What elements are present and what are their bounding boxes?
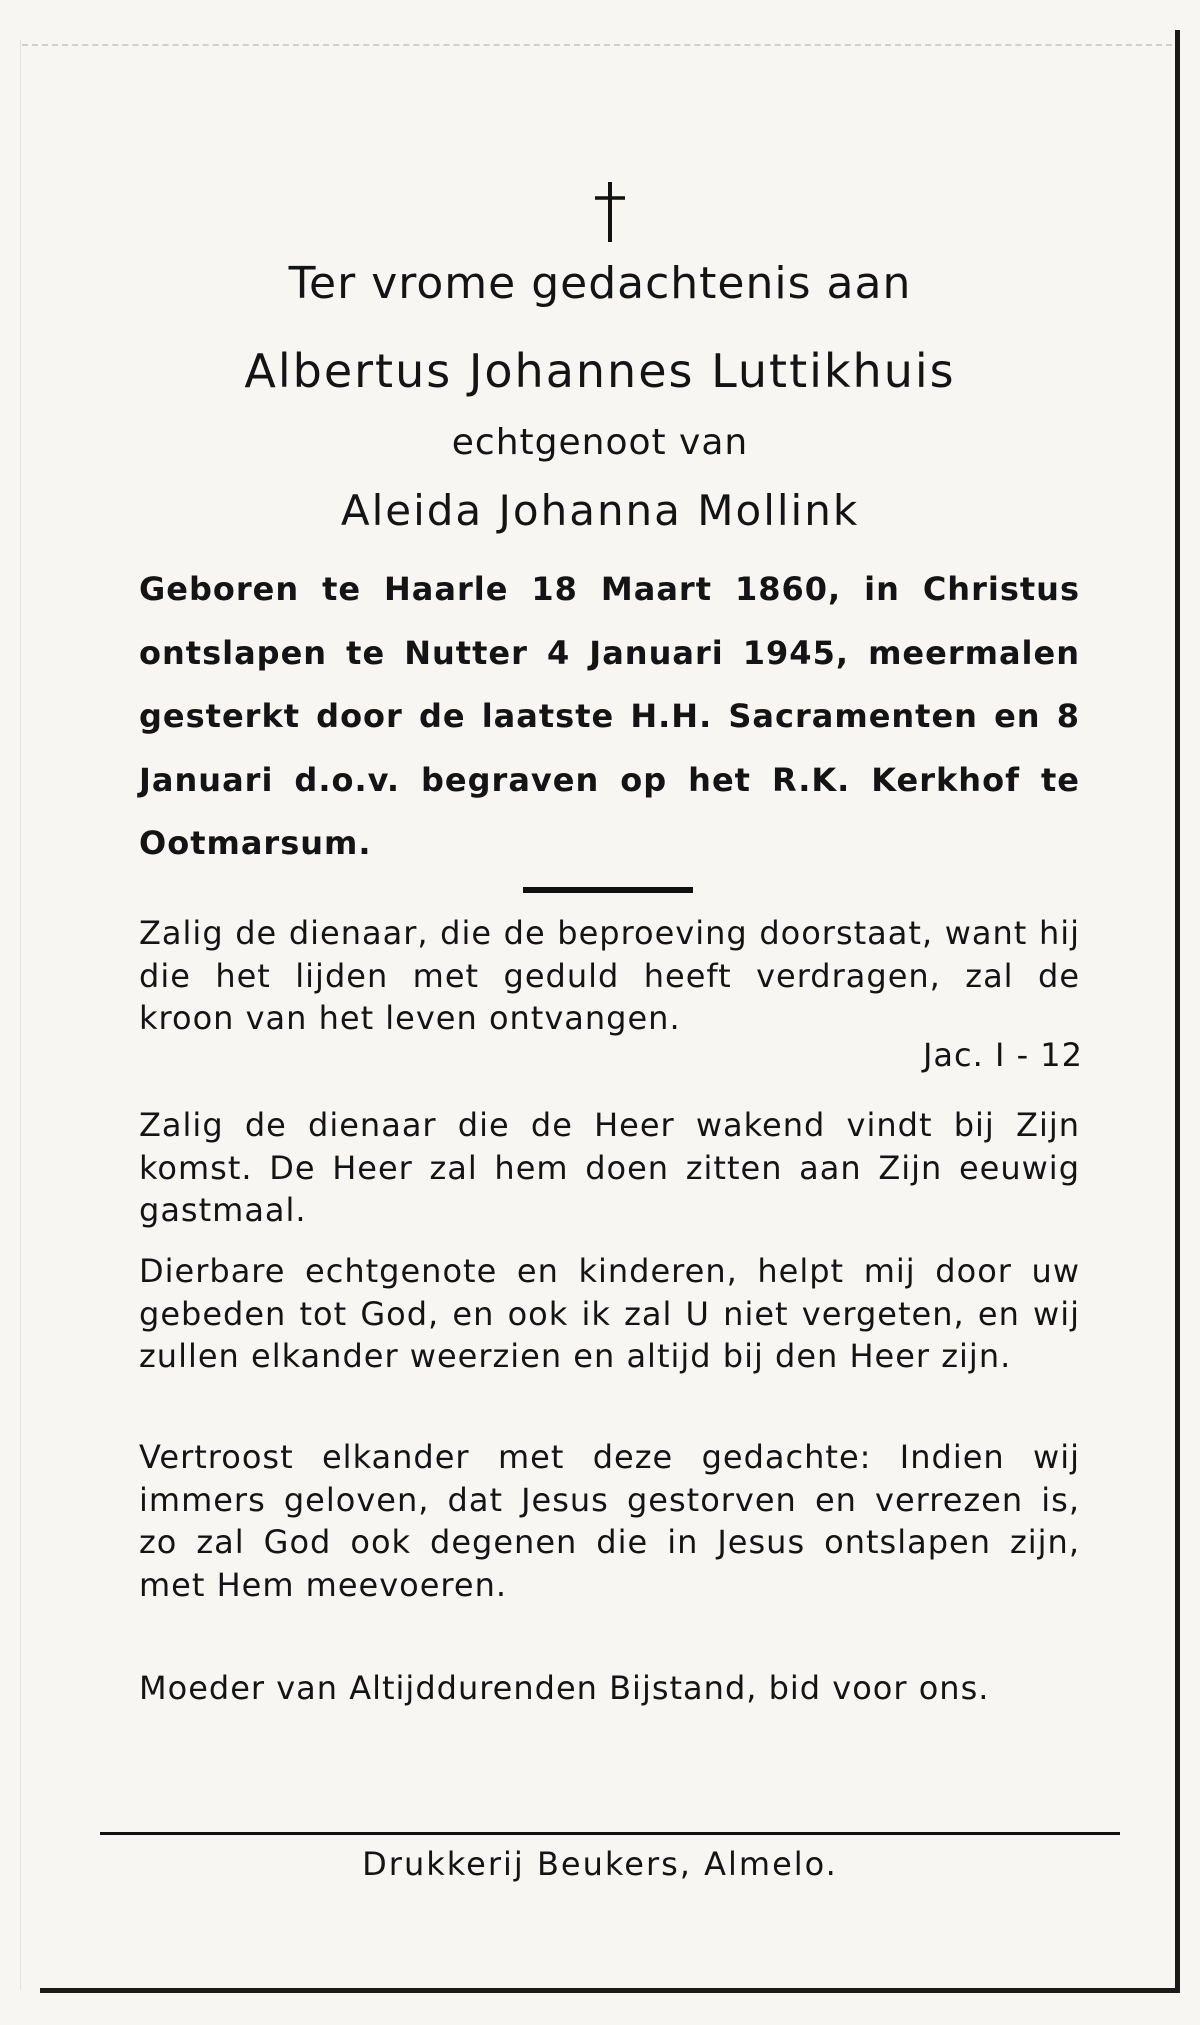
card-top-edge [22, 44, 1172, 46]
section-divider [523, 887, 693, 893]
card-right-edge [1175, 30, 1180, 1990]
verse-2: Zalig de dienaar die de Heer wakend vindt bij Zijn komst. De Heer zal hem doen zitten aan Zijn eeuwig gastmaal. [139, 1106, 1080, 1229]
spouse-name: Aleida Johanna Mollink [340, 486, 860, 535]
verse-1: Zalig de dienaar, die de beproeving doorstaat, want hij die het lijden met geduld heeft verdragen, zal de kroon van het leven ontvangen. [139, 914, 1080, 1037]
memorial-heading: Ter vrome gedachtenis aan [288, 258, 912, 309]
footer-divider [100, 1832, 1120, 1835]
verse-5: Moeder van Altijddurenden Bijstand, bid voor ons. [139, 1669, 990, 1707]
relation-line: echtgenoot van [451, 422, 749, 463]
deceased-name: Albertus Johannes Luttikhuis [244, 344, 956, 398]
verse-1-citation: Jac. I - 12 [922, 1036, 1083, 1074]
biography: Geboren te Haarle 18 Maart 1860, in Christus ontslapen te Nutter 4 Januari 1945, meermalen gesterkt door de laatste H.H. Sacramenten en 8 Januari d.o.v. begraven op het R.K. Kerkhof te Ootmarsum. [139, 570, 1080, 863]
card-bottom-edge [40, 1988, 1180, 1993]
verse-4: Vertroost elkander met deze gedachte: Indien wij immers geloven, dat Jesus gestorven en verrezen is, zo zal God ook degenen die in Jesus ontslapen zijn, met Hem meevoeren. [139, 1438, 1080, 1604]
cross-icon [585, 178, 635, 244]
printer-credit: Drukkerij Beukers, Almelo. [362, 1845, 838, 1883]
card-left-edge [20, 40, 21, 1990]
verse-3: Dierbare echtgenote en kinderen, helpt mij door uw gebeden tot God, en ook ik zal U niet vergeten, en wij zullen elkander weerzien en altijd bij den Heer zijn. [139, 1252, 1080, 1375]
